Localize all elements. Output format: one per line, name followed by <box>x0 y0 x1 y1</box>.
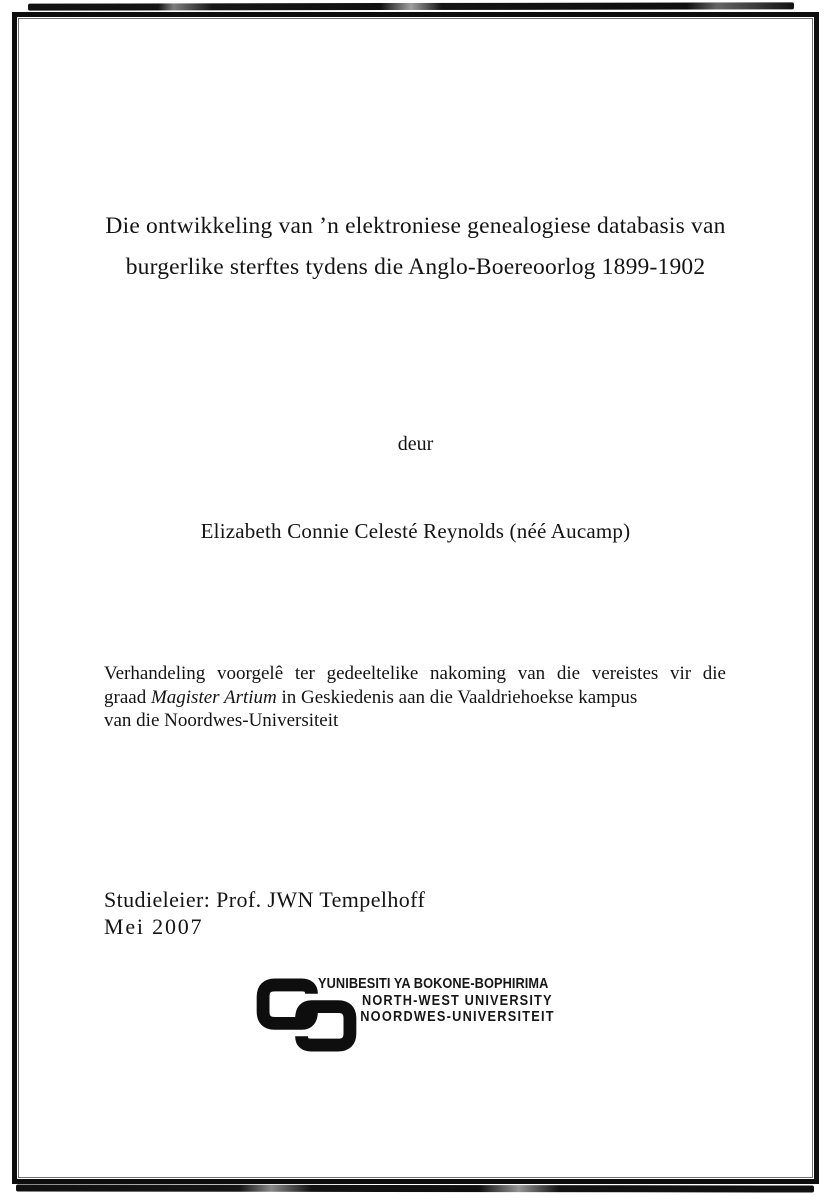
thesis-title <box>50 206 781 288</box>
scan-artifact-bottom <box>16 1184 814 1192</box>
statement-line-1: Verhandeling voorgelê ter gedeeltelike nakoming van die vereistes vir die <box>104 663 726 684</box>
supervisor-block <box>104 886 425 940</box>
university-name-setswana: YUNIBESITI YA BOKONE-BOPHIRIMA <box>318 976 549 992</box>
university-name-afrikaans: NOORDWES-UNIVERSITEIT <box>360 1009 555 1025</box>
statement-line-3: van die Noordwes-Universiteit <box>104 710 339 731</box>
statement-line-2 <box>104 686 726 710</box>
degree-name: Magister Artium <box>150 686 277 708</box>
submission-statement <box>104 662 726 733</box>
scan-artifact-top <box>28 2 794 10</box>
thesis-title-line-2: burgerlike sterftes tydens die Anglo-Boereoorlog 1899-1902 <box>125 254 706 280</box>
thesis-title-line-1: Die ontwikkeling van ’n elektroniese genealogiese databasis van <box>105 213 726 239</box>
author-name: Elizabeth Connie Celesté Reynolds (néé Aucamp) <box>200 519 631 543</box>
university-name-english: NORTH-WEST UNIVERSITY <box>362 992 553 1009</box>
date-line: Mei 2007 <box>104 914 204 939</box>
supervisor-line: Studieleier: Prof. JWN Tempelhoff <box>104 887 426 912</box>
university-wordmark <box>318 976 555 1026</box>
byline: deur <box>397 433 434 455</box>
statement-line-2-prefix: graad <box>104 686 151 708</box>
statement-line-2-suffix: in Geskiedenis aan die Vaaldriehoekse kampus <box>276 686 638 708</box>
